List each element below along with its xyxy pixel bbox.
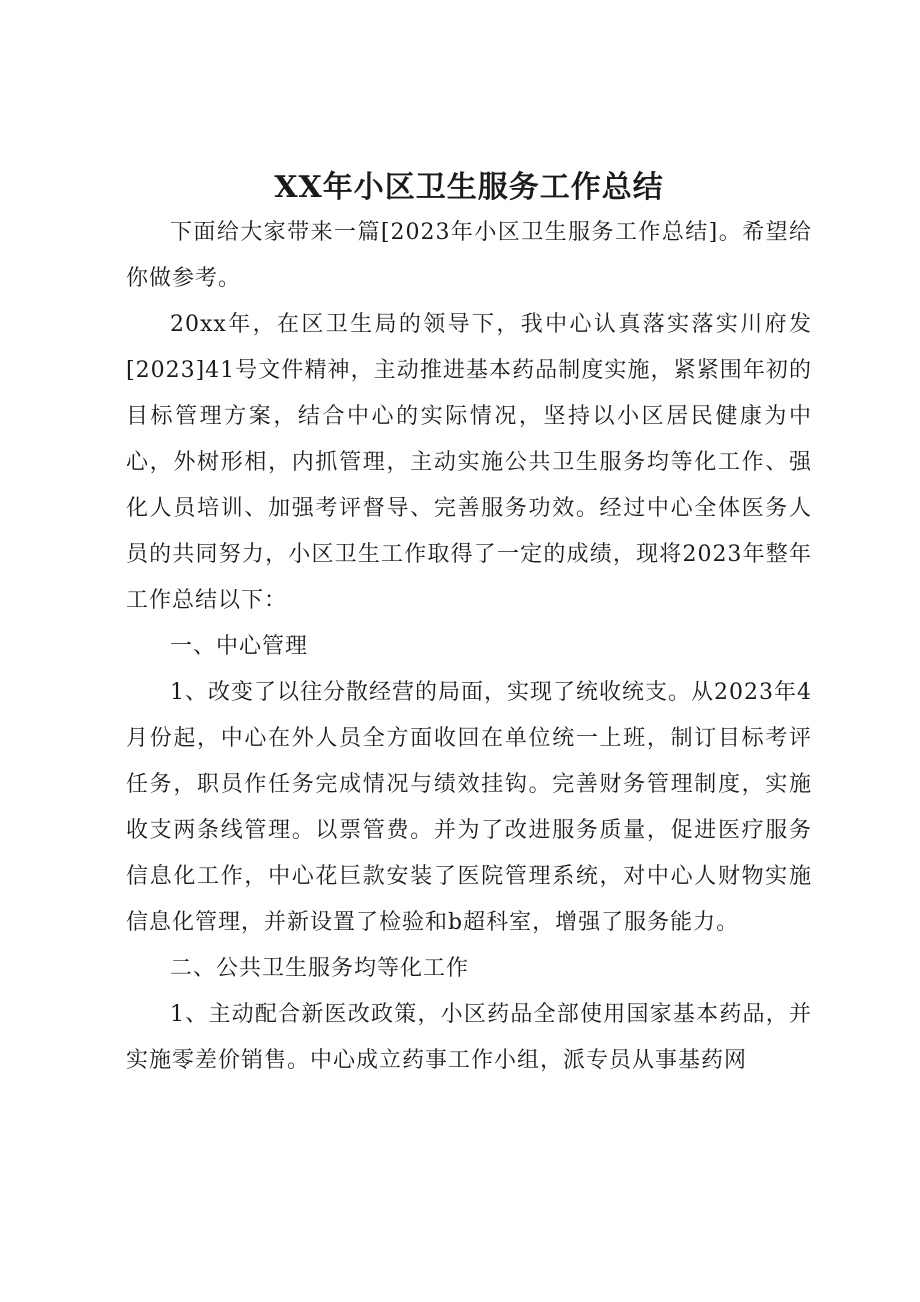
section-2-heading: 二、公共卫生服务均等化工作 [170,956,470,981]
section-1-heading: 一、中心管理 [170,634,309,659]
intro-paragraph: 下面给大家带来一篇[2023年小区卫生服务工作总结]。希望给你做参考。 [126,220,812,291]
body-paragraph-1: 20xx年，在区卫生局的领导下，我中心认真落实落实川府发[2023]41号文件精神，主动推进基本药品制度实施，紧紧围年初的目标管理方案，结合中心的实际情况，坚持以小区居民健康为中心，外树形相，内抓管理，主动实施公共卫生服务均等化工作、强化人员培训、加强考评督导、完善服务功效。经过中心全体医务人员的共同努力，小区卫生工作取得了一定的成绩，现将2023年整年工作总结以下： [126,312,812,613]
section-2-item-1: 1、主动配合新医改政策，小区药品全部使用国家基本药品，并实施零差价销售。中心成立药事工作小组，派专员从事基药网 [126,1002,812,1073]
document-title: XX年小区卫生服务工作总结 [274,170,664,205]
section-1-item-1: 1、改变了以往分散经营的局面，实现了统收统支。从2023年4月份起，中心在外人员全方面收回在单位统一上班，制订目标考评任务，职员作任务完成情况与绩效挂钩。完善财务管理制度，实施收支两条线管理。以票管费。并为了改进服务质量，促进医疗服务信息化工作，中心花巨款安装了医院管理系统，对中心人财物实施信息化管理，并新设置了检验和b超科室，增强了服务能力。 [126,680,812,935]
